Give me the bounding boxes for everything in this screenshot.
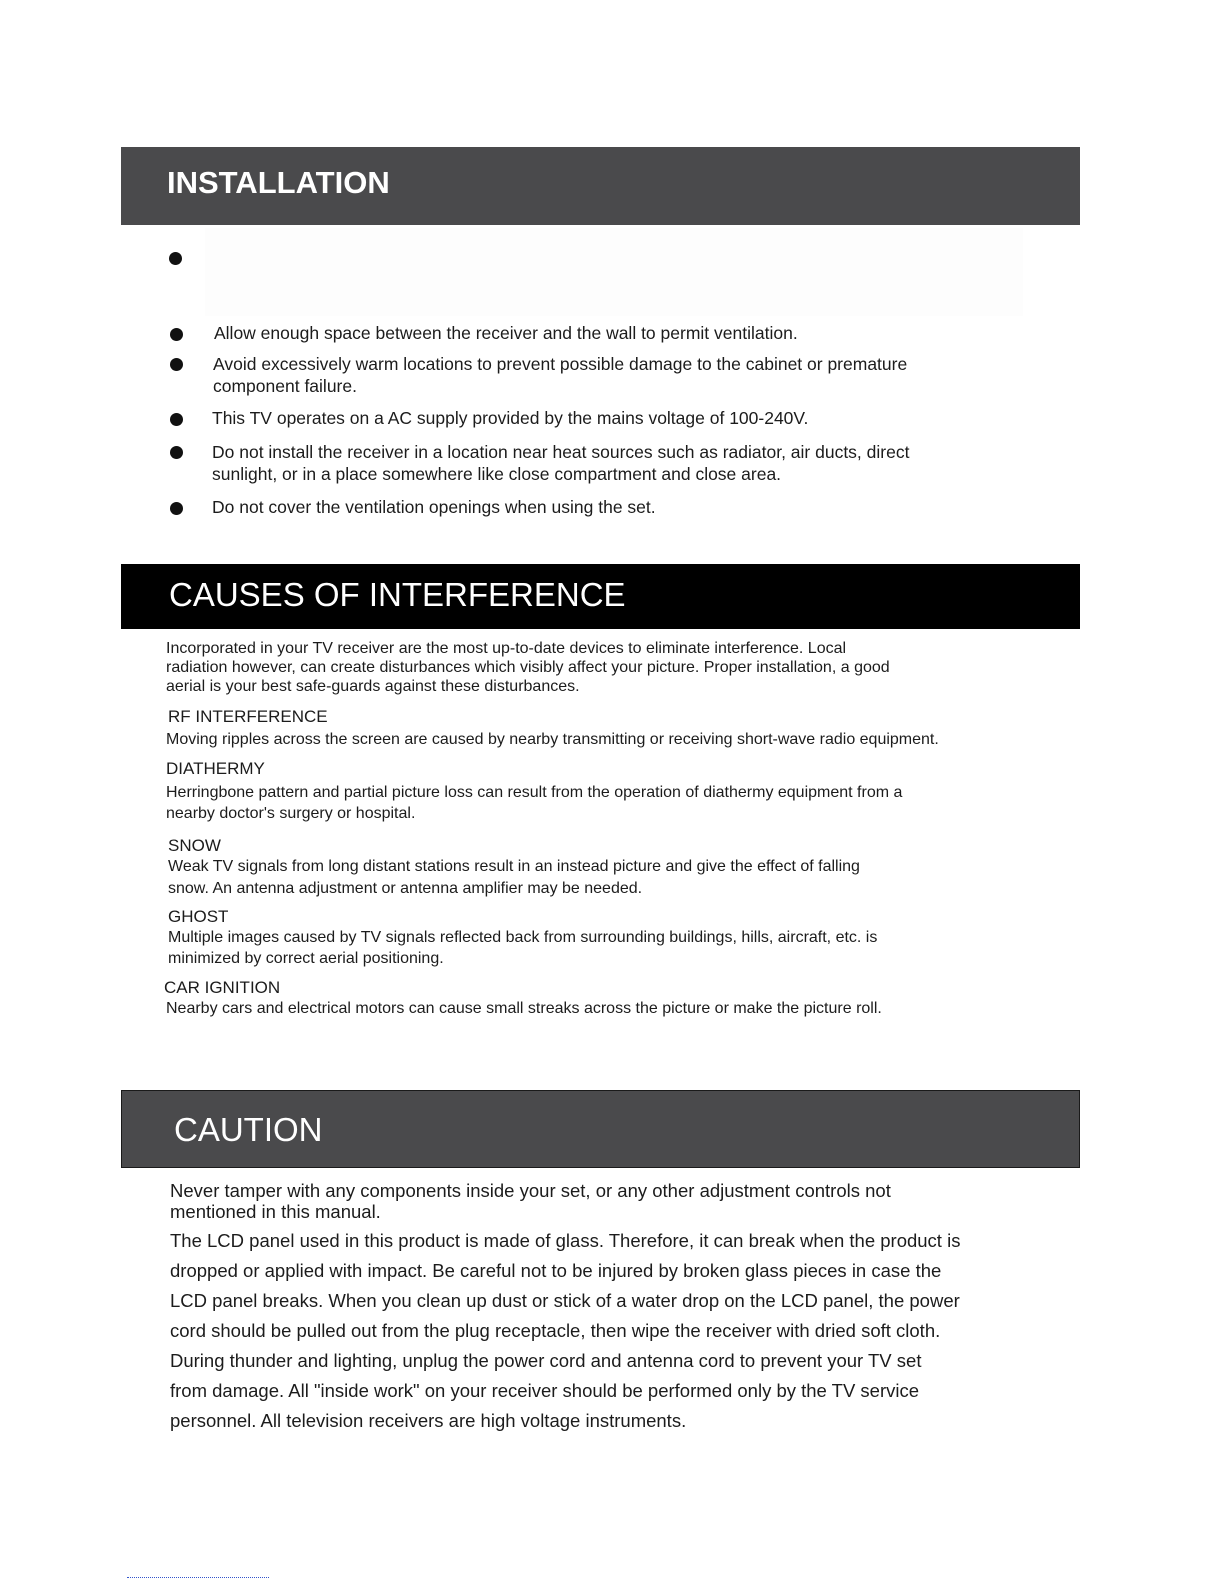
installation-item-text: Do not install the receiver in a location near heat sources such as radiator, air ducts, direct [212,442,910,462]
interference-intro-line: Incorporated in your TV receiver are the most up-to-date devices to eliminate interference. Local [166,640,847,657]
interference-title: CAUSES OF INTERFERENCE [169,576,626,613]
caution-title: CAUTION [174,1111,323,1148]
ghost-heading: GHOST [168,907,229,926]
caution-para2-line: During thunder and lighting, unplug the power cord and antenna cord to prevent your TV set [170,1350,922,1371]
car-ignition-heading: CAR IGNITION [164,978,281,997]
caution-header [121,1090,1080,1168]
snow-heading: SNOW [168,836,221,855]
snow-text: snow. An antenna adjustment or antenna amplifier may be needed. [168,880,643,897]
ghost-text: minimized by correct aerial positioning. [168,950,444,967]
caution-para1-line: mentioned in this manual. [170,1201,381,1222]
caution-para2-line: The LCD panel used in this product is made of glass. Therefore, it can break when the product is [170,1230,961,1251]
installation-item-text: Avoid excessively warm locations to prevent possible damage to the cabinet or premature [213,354,908,374]
interference-intro-line: aerial is your best safe-guards against these disturbances. [166,678,580,695]
diathermy-text: Herringbone pattern and partial picture loss can result from the operation of diathermy equipment from a [166,784,903,801]
caution-para2-line: cord should be pulled out from the plug receptacle, then wipe the receiver with dried soft cloth. [170,1320,941,1341]
caution-para2-line: LCD panel breaks. When you clean up dust or stick of a water drop on the LCD panel, the power [170,1290,960,1311]
installation-item-text: Do not cover the ventilation openings when using the set. [212,497,656,517]
installation-item-text: sunlight, or in a place somewhere like close compartment and close area. [212,464,782,484]
installation-title: INSTALLATION [167,165,390,200]
bullet-icon [170,358,183,371]
bullet-icon [170,446,183,459]
caution-para2-line: from damage. All "inside work" on your receiver should be performed only by the TV service [170,1380,920,1401]
caution-para2-line: dropped or applied with impact. Be careful not to be injured by broken glass pieces in case the [170,1260,942,1281]
footer-rule [127,1577,269,1578]
installation-item-text: component failure. [213,376,357,396]
rf-interference-heading: RF INTERFERENCE [168,707,328,726]
bullet-icon [170,413,183,426]
bullet-icon [170,502,183,515]
bullet-icon [169,252,182,265]
rf-interference-text: Moving ripples across the screen are caused by nearby transmitting or receiving short-wave radio equipment. [166,731,939,748]
installation-item-text: This TV operates on a AC supply provided by the mains voltage of 100-240V. [212,408,809,428]
caution-para2-line: personnel. All television receivers are high voltage instruments. [170,1410,687,1431]
installation-item-text: Allow enough space between the receiver and the wall to permit ventilation. [214,323,798,343]
bullet-icon [170,328,183,341]
diathermy-text: nearby doctor's surgery or hospital. [166,805,416,822]
snow-text: Weak TV signals from long distant stations result in an instead picture and give the effect of falling [168,858,860,875]
diathermy-heading: DIATHERMY [166,759,265,778]
caution-para1-line: Never tamper with any components inside your set, or any other adjustment controls not [170,1180,891,1201]
interference-intro-line: radiation however, can create disturbances which visibly affect your picture. Proper installation, a good [166,659,890,676]
car-ignition-text: Nearby cars and electrical motors can cause small streaks across the picture or make the picture roll. [166,1000,882,1017]
interference-header [121,564,1080,629]
ghost-text: Multiple images caused by TV signals reflected back from surrounding buildings, hills, aircraft, etc. is [168,929,878,946]
installation-header [121,147,1080,225]
faded-bullet-text [205,228,1023,316]
